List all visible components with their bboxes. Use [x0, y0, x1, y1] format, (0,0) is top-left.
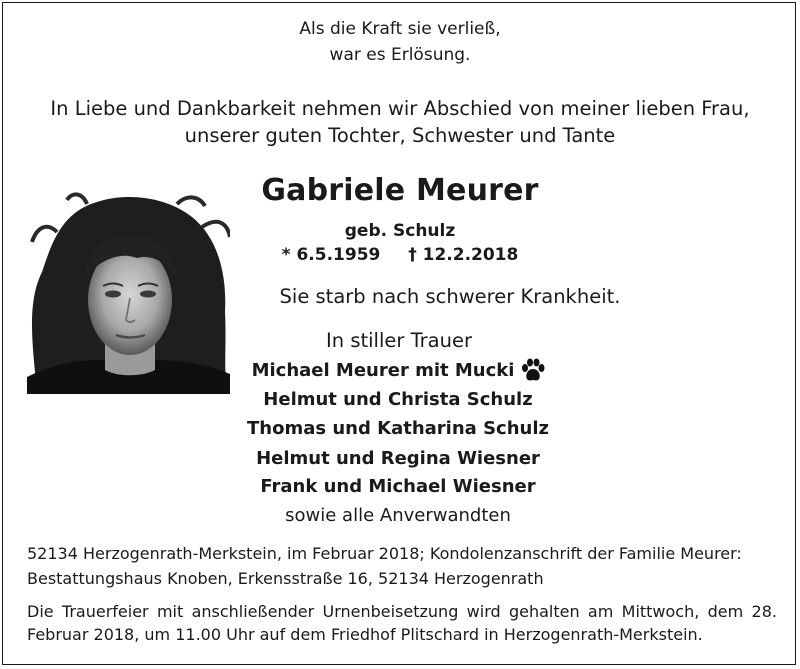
death-date: † 12.2.2018 [408, 245, 519, 265]
footer-address-line-2: Bestattungshaus Knoben, Erkensstraße 16, 52134 Herzogenrath [27, 569, 544, 588]
intro-line-1: In Liebe und Dankbarkeit nehmen wir Abschied von meiner lieben Frau, [50, 97, 750, 120]
life-dates [0, 243, 800, 267]
mourner-name: Michael Meurer mit Mucki [0, 358, 799, 389]
funeral-details: Die Trauerfeier mit anschließender Urnenbeisetzung wird gehalten am Mittwoch, dem 28. Februar 2018, um 11.00 Uhr auf dem Friedhof Plitschard in Herzogenrath-Merkstein. [27, 602, 777, 644]
cause-statement: Sie starb nach schwerer Krankheit. [279, 285, 621, 308]
intro-line-2: unserer guten Tochter, Schwester und Tante [184, 124, 616, 147]
motto-line-2: war es Erlösung. [329, 45, 471, 65]
paw-print-icon [520, 358, 546, 389]
birth-name: geb. Schulz [344, 221, 456, 241]
mourner-name: Frank und Michael Wiesner [260, 476, 536, 497]
footer-address-line-1: 52134 Herzogenrath-Merkstein, im Februar 2018; Kondolenzanschrift der Familie Meurer: [27, 544, 742, 563]
mourner-name: Thomas und Katharina Schulz [247, 418, 549, 439]
mourner-name: Helmut und Christa Schulz [263, 389, 533, 410]
deceased-name: Gabriele Meurer [261, 173, 539, 208]
mourners-closing: sowie alle Anverwandten [285, 505, 511, 526]
motto-line-1: Als die Kraft sie verließ, [299, 19, 501, 39]
birth-date: * 6.5.1959 [281, 245, 381, 265]
mourners-heading: In stiller Trauer [326, 329, 472, 352]
mourner-name: Helmut und Regina Wiesner [256, 448, 540, 469]
